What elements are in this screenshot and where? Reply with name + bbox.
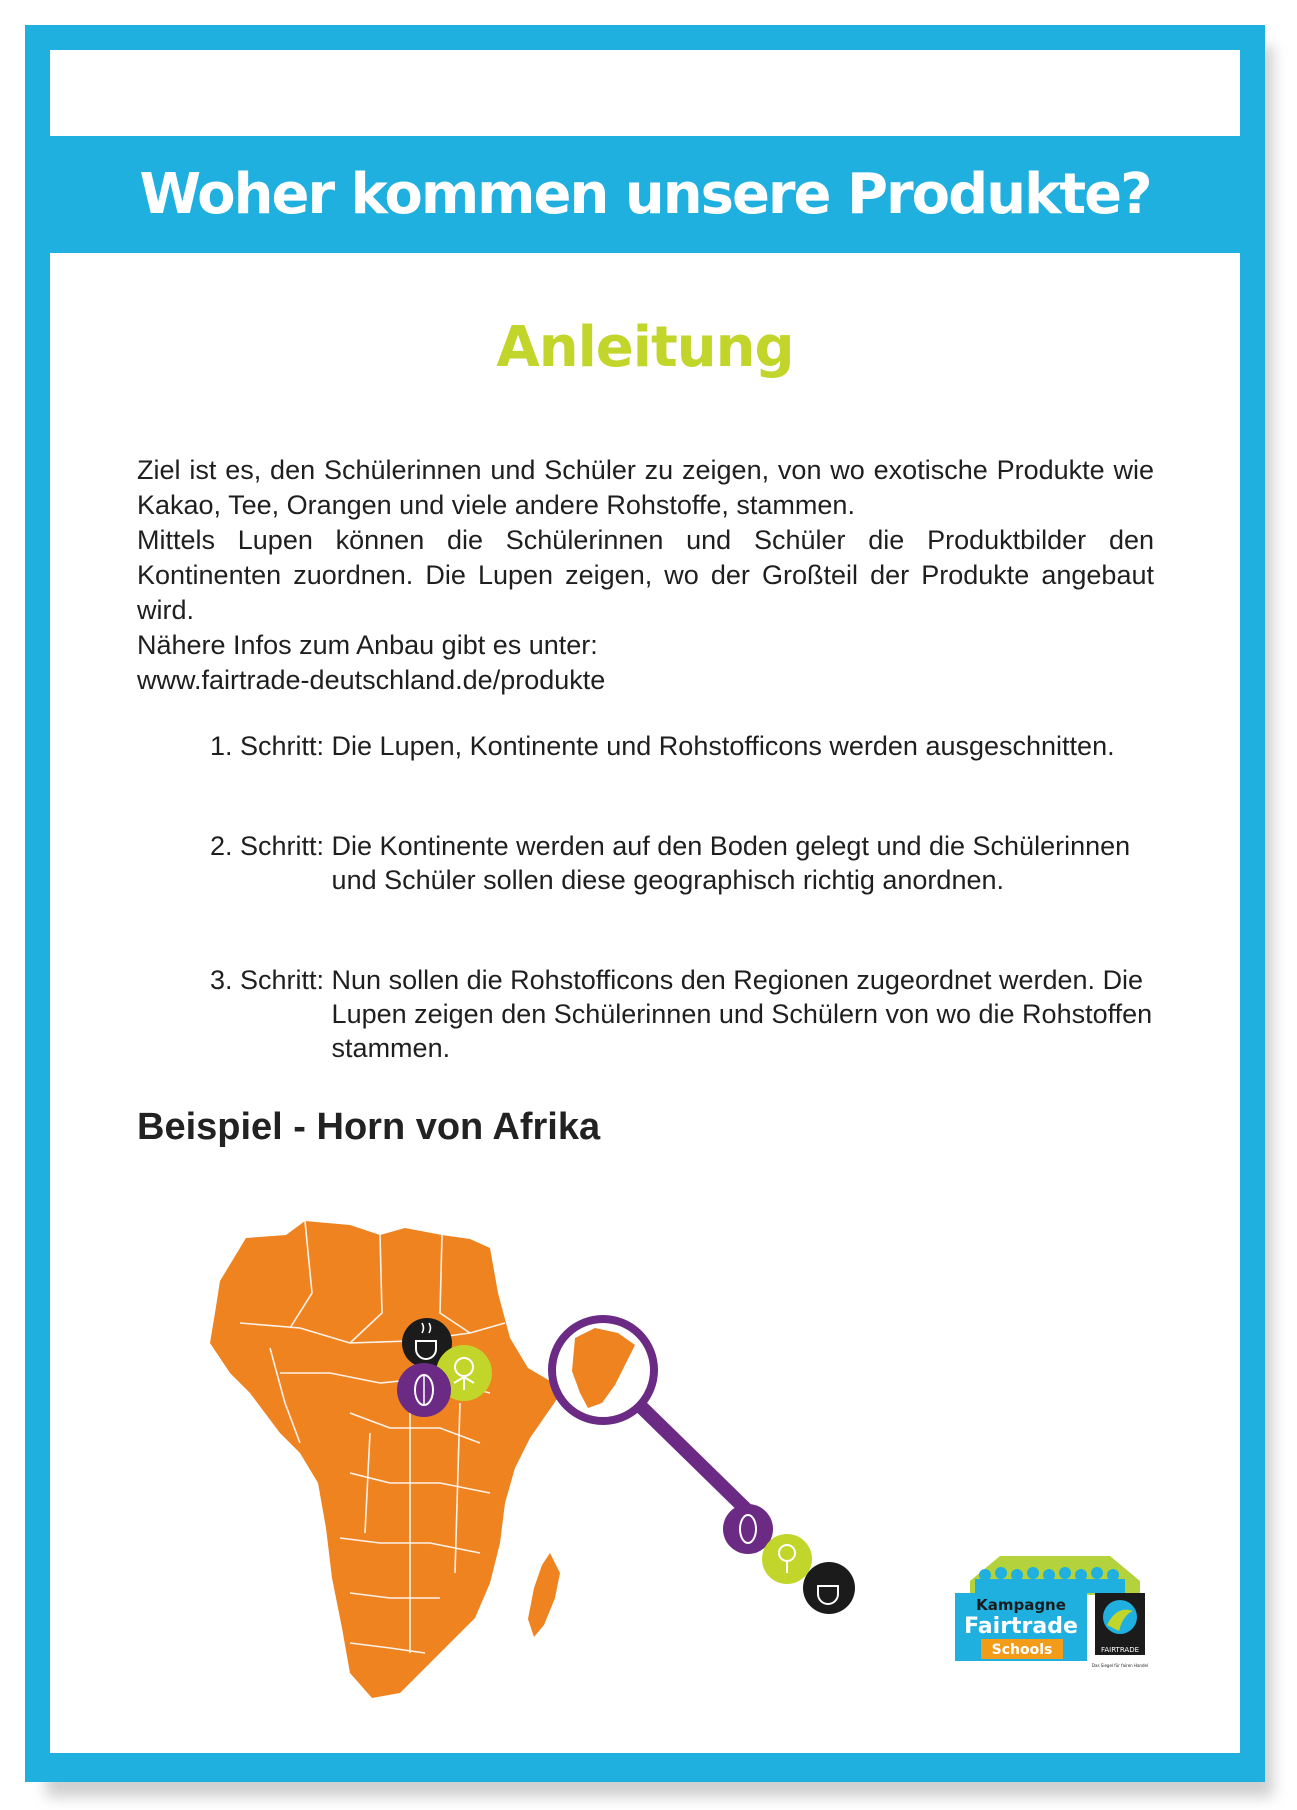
step-1-label: 1. Schritt: (210, 731, 332, 761)
logo-line-1: Kampagne (976, 1596, 1066, 1614)
seal-label: FAIRTRADE (1100, 1646, 1140, 1654)
seal-tagline: Das Siegel für fairen Handel (1091, 1663, 1149, 1668)
page-title: Woher kommen unsere Produkte? (139, 161, 1151, 227)
africa-example-illustration (50, 253, 1240, 1753)
example-heading: Beispiel - Horn von Afrika (137, 1106, 601, 1148)
handle-icon-coffee (803, 1562, 855, 1614)
intro-paragraph-method: Mittels Lupen können die Schülerinnen und Schüler die Produktbilder den Kontinenten zuordnen. Die Lupen zeigen, wo der Großteil der Produkte angebaut wird. (137, 525, 1154, 625)
logo-graphic (955, 1553, 1155, 1683)
intro-info-label: Nähere Infos zum Anbau gibt es unter: (137, 630, 598, 660)
map-icon-cocoa (397, 1363, 451, 1417)
step-2-label: 2. Schritt: (210, 831, 332, 861)
step-3-label: 3. Schritt: (210, 965, 332, 995)
step-3-text: Nun sollen die Rohstofficons den Regionen zugeordnet werden. Die Lupen zeigen den Schülerinnen und Schülern von wo die Rohstoffen stammen. (331, 965, 1153, 1063)
magnifier (552, 1319, 760, 1523)
handle-icon-tea-flower (762, 1534, 812, 1584)
instructions-heading: Anleitung (496, 315, 794, 380)
logo-line-3: Schools (991, 1642, 1053, 1658)
intro-info-url: www.fairtrade-deutschland.de/produkte (137, 665, 606, 695)
intro-paragraph-goal: Ziel ist es, den Schülerinnen und Schüler zu zeigen, von wo exotische Produkte wie Kakao, Tee, Orangen und viele andere Rohstoffe, stammen. (137, 455, 1154, 520)
logo-line-2: Fairtrade (964, 1614, 1078, 1639)
africa-map (210, 1221, 575, 1698)
step-2-text: Die Kontinente werden auf den Boden gelegt und die Schülerinnen und Schüler sollen diese geographisch richtig anordnen. (331, 831, 1131, 895)
header-blank-strip (50, 50, 1240, 136)
madagascar-map (528, 1553, 560, 1637)
fairtrade-schools-logo (955, 1553, 1155, 1687)
title-bar (50, 136, 1240, 252)
content-panel (50, 253, 1240, 1753)
step-1-text: Die Lupen, Kontinente und Rohstofficons werden ausgeschnitten. (331, 731, 1115, 761)
